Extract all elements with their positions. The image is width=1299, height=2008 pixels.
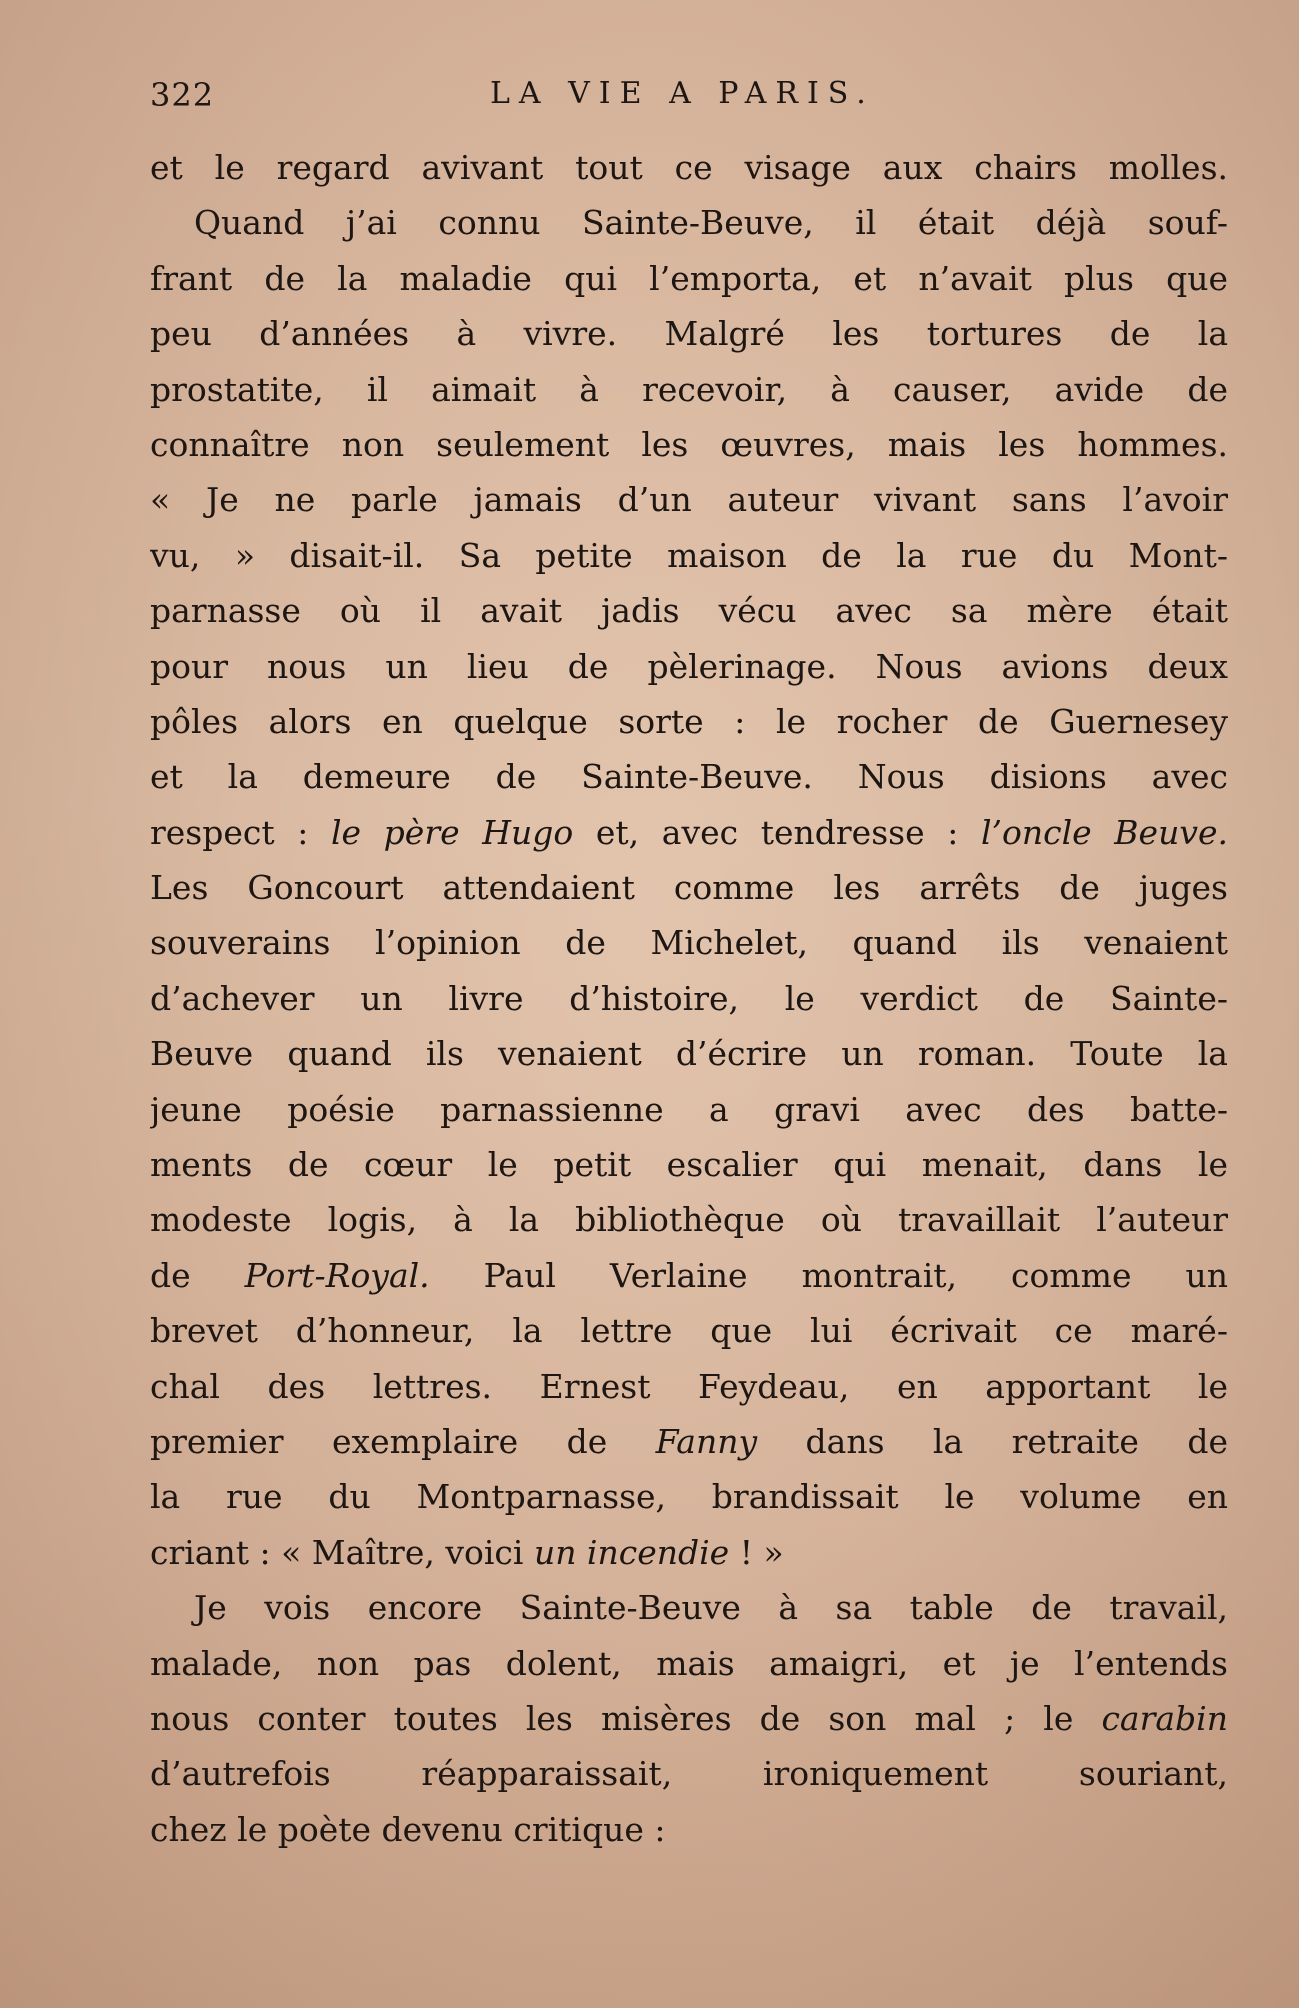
text-line: pour nous un lieu de pèlerinage. Nous avions deux xyxy=(150,646,1228,686)
text-line: de Port-Royal. Paul Verlaine montrait, comme un xyxy=(150,1255,1228,1295)
text-line: ments de cœur le petit escalier qui menait, dans le xyxy=(150,1145,1228,1185)
text-line: et la demeure de Sainte-Beuve. Nous disions avec xyxy=(150,757,1228,797)
text-line: peu d’années à vivre. Malgré les tortures de la xyxy=(150,314,1228,354)
text-line: d’achever un livre d’histoire, le verdict de Sainte- xyxy=(150,978,1228,1018)
italic-text: l’oncle Beuve. xyxy=(980,812,1228,852)
text-line: parnasse où il avait jadis vécu avec sa mère était xyxy=(150,591,1228,631)
body-text xyxy=(150,140,1228,1857)
text-line: criant : « Maître, voici un incendie ! » xyxy=(150,1532,784,1572)
text-line: frant de la maladie qui l’emporta, et n’avait plus que xyxy=(150,258,1228,298)
text-line: Les Goncourt attendaient comme les arrêts de juges xyxy=(150,868,1228,908)
text-line: nous conter toutes les misères de son mal ; le carabin xyxy=(150,1698,1228,1738)
text-line: malade, non pas dolent, mais amaigri, et je l’entends xyxy=(150,1643,1228,1683)
italic-text: Fanny xyxy=(655,1421,758,1461)
text-line: chal des lettres. Ernest Feydeau, en apportant le xyxy=(150,1366,1228,1406)
text-line: brevet d’honneur, la lettre que lui écrivait ce maré- xyxy=(150,1311,1228,1351)
text-line: Beuve quand ils venaient d’écrire un roman. Toute la xyxy=(150,1034,1228,1074)
italic-text: Port-Royal. xyxy=(244,1255,430,1295)
text-line: d’autrefois réapparaissait, ironiquement souriant, xyxy=(150,1754,1228,1794)
text-line: « Je ne parle jamais d’un auteur vivant sans l’avoir xyxy=(150,480,1228,520)
text-line: modeste logis, à la bibliothèque où travaillait l’auteur xyxy=(150,1200,1228,1240)
text-line: premier exemplaire de Fanny dans la retraite de xyxy=(150,1421,1228,1461)
text-line: respect : le père Hugo et, avec tendresse : l’oncle Beuve. xyxy=(150,812,1228,852)
text-line: jeune poésie parnassienne a gravi avec des batte- xyxy=(150,1089,1228,1129)
text-line: Je vois encore Sainte-Beuve à sa table de travail, xyxy=(194,1588,1228,1628)
italic-text: le père Hugo xyxy=(330,812,574,852)
text-line: prostatite, il aimait à recevoir, à causer, avide de xyxy=(150,369,1228,409)
running-head xyxy=(150,76,1228,120)
text-line: vu, » disait-il. Sa petite maison de la rue du Mont- xyxy=(150,535,1228,575)
running-title: LA VIE A PARIS. xyxy=(490,76,875,111)
page-number: 322 xyxy=(150,76,215,114)
text-line: et le regard avivant tout ce visage aux chairs molles. xyxy=(150,148,1228,187)
text-line: chez le poète devenu critique : xyxy=(150,1809,666,1849)
text-line: pôles alors en quelque sorte : le rocher de Guernesey xyxy=(150,701,1228,741)
text-line: connaître non seulement les œuvres, mais les hommes. xyxy=(150,424,1228,464)
text-line: Quand j’ai connu Sainte-Beuve, il était déjà souf- xyxy=(194,203,1228,243)
text-line: souverains l’opinion de Michelet, quand ils venaient xyxy=(150,923,1228,963)
text-line: la rue du Montparnasse, brandissait le volume en xyxy=(150,1477,1228,1517)
italic-text: carabin xyxy=(1101,1698,1228,1738)
italic-text: un incendie xyxy=(533,1532,730,1572)
